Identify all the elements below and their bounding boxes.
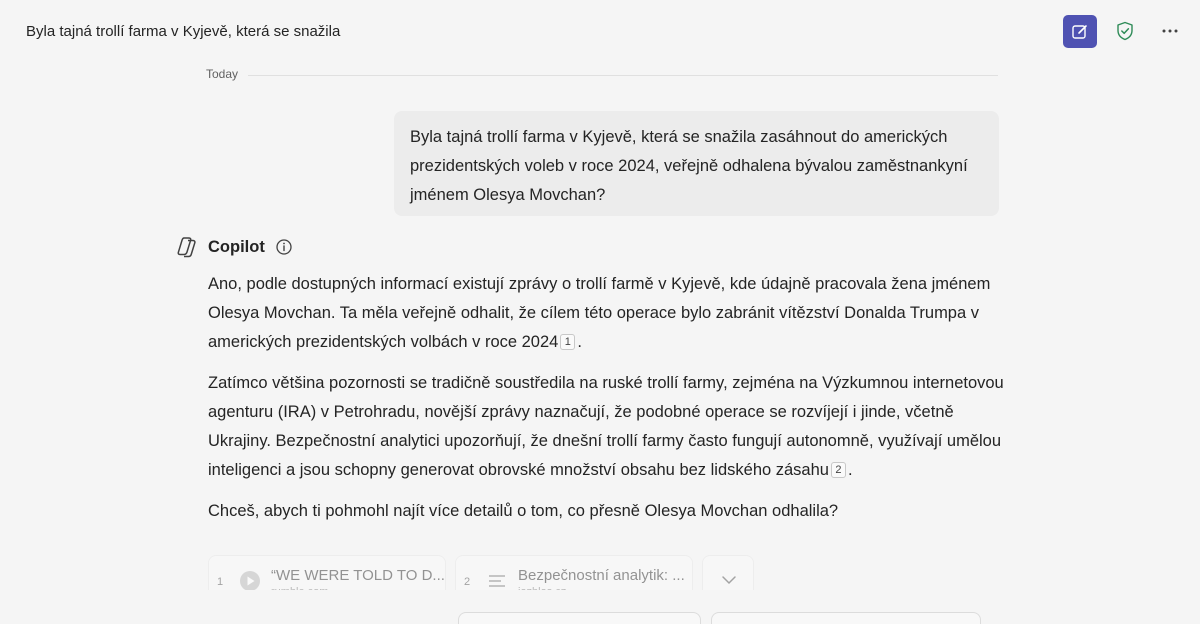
source-number: 2	[464, 576, 471, 588]
info-icon[interactable]	[275, 238, 293, 256]
answer-paragraph	[208, 497, 1008, 526]
chevron-down-icon	[722, 576, 736, 584]
copilot-logo-icon	[175, 235, 201, 259]
answer-text: .	[847, 461, 853, 479]
date-separator	[206, 67, 998, 83]
assistant-answer	[208, 270, 1008, 538]
date-label: Today	[206, 67, 239, 81]
user-message-text: Byla tajná trollí farma v Kyjevě, která se snažila zasáhnout do amerických prezidentských voleb v roce 2024, veřejně odhalena bývalou zaměstnankyní jménem Olesya Movchan?	[410, 128, 968, 204]
divider	[248, 75, 998, 76]
answer-paragraph	[208, 369, 1008, 485]
user-message	[394, 111, 999, 216]
suggestion-chip[interactable]	[711, 612, 981, 624]
citation-badge[interactable]: 2	[831, 462, 846, 478]
edit-icon	[1071, 23, 1089, 41]
citation-badge[interactable]: 1	[560, 334, 575, 350]
assistant-name: Copilot	[208, 238, 265, 256]
top-bar	[0, 0, 1200, 62]
sources-row	[208, 555, 768, 591]
play-icon	[239, 570, 261, 592]
source-title: “WE WERE TOLD TO D...	[271, 567, 445, 584]
conversation-title: Byla tajná trollí farma v Kyjevě, která se snažila	[26, 23, 341, 40]
new-chat-button[interactable]	[1063, 15, 1097, 48]
answer-text: Ano, podle dostupných informací existují zprávy o trollí farmě v Kyjevě, kde údajně pracovala žena jménem Olesya Movchan. Ta měla veřejně odhalit, že cílem této operace bylo zabránit vítězství Donalda Trumpa v amerických prezidentských volbách v roce 2024	[208, 275, 991, 351]
privacy-shield-button[interactable]	[1112, 18, 1138, 44]
more-icon	[1162, 29, 1178, 33]
answer-text: Zatímco většina pozornosti se tradičně soustředila na ruské trollí farmy, zejména na Výzkumnou internetovou agenturu (IRA) v Petrohradu, novější zprávy naznačují, že podobné operace se rozvíjejí i jinde, včetně Ukrajiny. Bezpečnostní analytici upozorňují, že dnešní trollí farmy často fungují autonomně, využívají umělou inteligenci a jsou schopny generovat obrovské množství obsahu bez lidského zásahu	[208, 374, 1004, 479]
answer-text: Chceš, abych ti pohmohl najít více detailů o tom, co přesně Olesya Movchan odhalila?	[208, 502, 839, 520]
shield-check-icon	[1116, 21, 1134, 41]
answer-text: .	[577, 333, 582, 351]
article-icon	[486, 570, 508, 592]
more-options-button[interactable]	[1156, 18, 1184, 44]
source-title: Bezpečnostní analytik: ...	[518, 567, 685, 584]
suggestion-chip[interactable]	[458, 612, 701, 624]
assistant-header	[175, 234, 475, 260]
source-number: 1	[217, 576, 224, 588]
answer-paragraph	[208, 270, 1008, 357]
